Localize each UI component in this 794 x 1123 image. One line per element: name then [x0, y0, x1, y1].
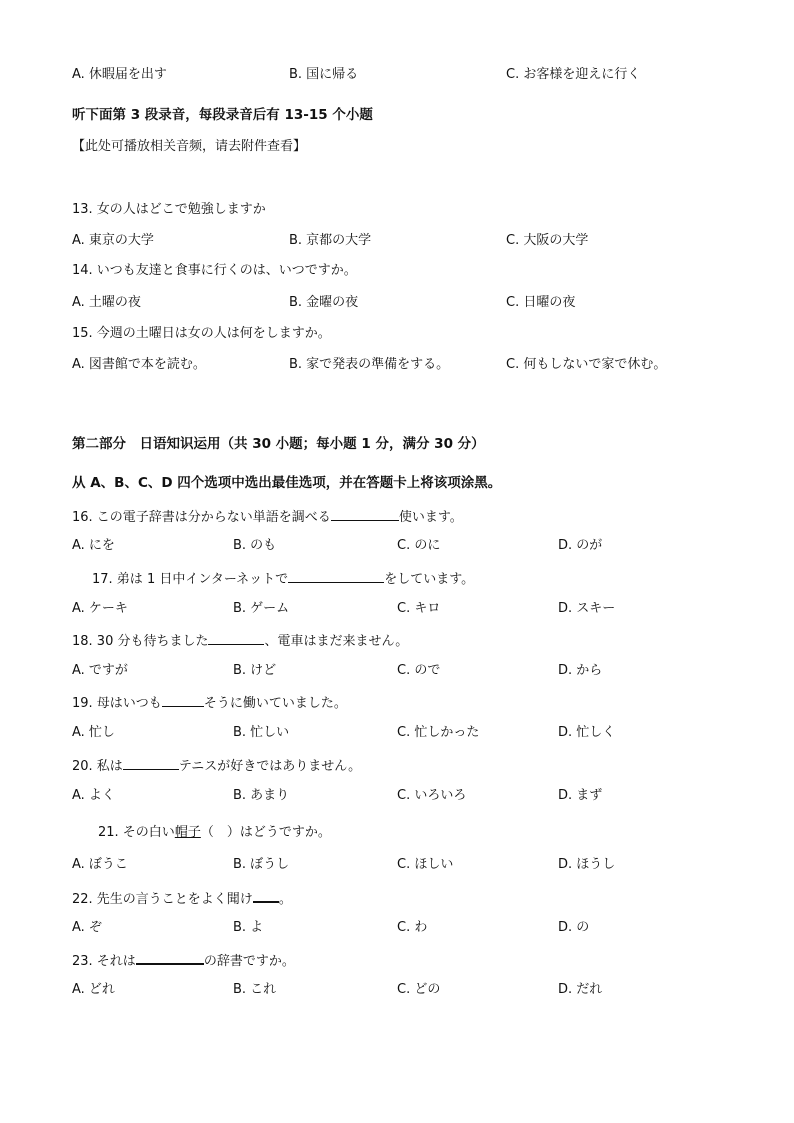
- q21-option-b: B. ぼうし: [233, 857, 290, 872]
- section3-heading: 听下面第 3 段录音，每段录音后有 13-15 个小题: [72, 107, 373, 123]
- q22-option-c: C. わ: [397, 920, 428, 935]
- q13-option-c: C. 大阪の大学: [506, 233, 589, 248]
- q17-option-d: D. スキー: [558, 601, 616, 616]
- q20-option-b: B. あまり: [233, 788, 290, 803]
- q20-text-after: テニスが好きではありません。: [178, 759, 362, 774]
- q18-option-b: B. けど: [233, 663, 277, 678]
- q17-text-before: 17. 弟は 1 日中インターネットで: [92, 572, 289, 587]
- question-15: 15. 今週の土曜日は女の人は何をしますか。: [72, 326, 331, 341]
- q15-option-a: A. 図書館で本を読む。: [72, 357, 206, 372]
- q23-option-a: A. どれ: [72, 982, 115, 997]
- option-b: B. 国に帰る: [289, 67, 359, 82]
- answer-blank: [136, 951, 204, 965]
- question-22: [72, 889, 292, 908]
- q22-option-d: D. の: [558, 920, 590, 935]
- q18-option-a: A. ですが: [72, 663, 128, 678]
- q23-text-before: 23. それは: [72, 954, 136, 969]
- q16-option-b: B. のも: [233, 538, 277, 553]
- answer-blank: [331, 508, 399, 521]
- question-19: [72, 694, 347, 712]
- q23-text-after: の辞書ですか。: [203, 954, 295, 969]
- q16-option-d: D. のが: [558, 538, 603, 553]
- answer-blank: [162, 694, 204, 707]
- answer-blank: [253, 889, 279, 903]
- q17-option-b: B. ゲーム: [233, 601, 290, 616]
- q19-option-b: B. 忙しい: [233, 725, 290, 740]
- q19-text-after: そうに働いていました。: [203, 696, 347, 711]
- answer-blank: [208, 632, 264, 645]
- question-18: [72, 632, 408, 650]
- answer-blank: [288, 570, 384, 583]
- q14-option-c: C. 日曜の夜: [506, 295, 576, 310]
- q20-option-c: C. いろいろ: [397, 788, 467, 803]
- q16-option-c: C. のに: [397, 538, 441, 553]
- option-c: C. お客様を迎えに行く: [506, 67, 641, 82]
- q20-option-d: D. まず: [558, 788, 603, 803]
- q20-option-a: A. よく: [72, 788, 115, 803]
- q20-text-before: 20. 私は: [72, 759, 123, 774]
- q22-option-a: A. ぞ: [72, 920, 102, 935]
- q23-option-b: B. これ: [233, 982, 277, 997]
- option-a: A. 休暇届を出す: [72, 67, 167, 82]
- q14-option-a: A. 土曜の夜: [72, 295, 141, 310]
- q21-text-after: （ ）はどうですか。: [200, 825, 331, 840]
- q23-option-d: D. だれ: [558, 982, 603, 997]
- q21-text-before: 21. その白い: [98, 825, 175, 840]
- q17-text-after: をしています。: [384, 572, 475, 587]
- question-14: 14. いつも友達と食事に行くのは、いつですか。: [72, 263, 357, 278]
- q18-option-c: C. ので: [397, 663, 441, 678]
- question-13: 13. 女の人はどこで勉強しますか: [72, 202, 266, 217]
- q18-option-d: D. から: [558, 663, 603, 678]
- q16-text-before: 16. この電子辞書は分からない単語を調べる: [72, 510, 331, 525]
- q23-option-c: C. どの: [397, 982, 441, 997]
- question-23: [72, 951, 295, 970]
- q21-option-a: A. ぼうこ: [72, 857, 128, 872]
- question-21: [98, 825, 331, 841]
- q15-option-c: C. 何もしないで家で休む。: [506, 357, 667, 372]
- part2-instruction: 从 A、B、C、D 四个选项中选出最佳选项，并在答题卡上将该项涂黑。: [72, 475, 502, 491]
- q19-option-a: A. 忙し: [72, 725, 115, 740]
- q21-option-c: C. ほしい: [397, 857, 454, 872]
- q13-option-a: A. 東京の大学: [72, 233, 154, 248]
- q21-underlined-word: 帽子: [174, 825, 201, 840]
- question-17: [92, 570, 474, 588]
- q22-text-after: 。: [278, 892, 292, 907]
- question-16: [72, 508, 463, 526]
- q19-option-c: C. 忙しかった: [397, 725, 480, 740]
- q21-option-d: D. ほうし: [558, 857, 616, 872]
- q16-option-a: A. にを: [72, 538, 115, 553]
- q18-text-after: 、電車はまだ来ません。: [264, 634, 409, 649]
- q18-text-before: 18. 30 分も待ちました: [72, 634, 209, 649]
- part2-heading: 第二部分 日语知识运用（共 30 小题；每小题 1 分，满分 30 分）: [72, 436, 485, 452]
- answer-blank: [123, 757, 179, 770]
- q22-text-before: 22. 先生の言うことをよく聞け: [72, 892, 253, 907]
- question-20: [72, 757, 361, 775]
- q14-option-b: B. 金曜の夜: [289, 295, 359, 310]
- q13-option-b: B. 京都の大学: [289, 233, 372, 248]
- q15-option-b: B. 家で発表の準備をする。: [289, 357, 450, 372]
- q17-option-a: A. ケーキ: [72, 601, 128, 616]
- q17-option-c: C. キロ: [397, 601, 441, 616]
- q19-option-d: D. 忙しく: [558, 725, 616, 740]
- q22-option-b: B. よ: [233, 920, 264, 935]
- q19-text-before: 19. 母はいつも: [72, 696, 162, 711]
- audio-note: 【此处可播放相关音频，请去附件查看】: [72, 139, 307, 154]
- q16-text-after: 使います。: [398, 510, 463, 525]
